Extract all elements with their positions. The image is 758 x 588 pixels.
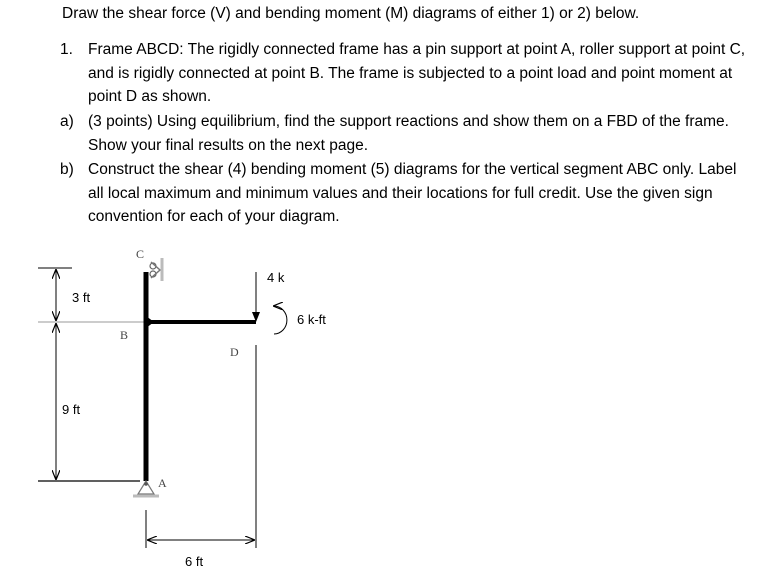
- point-c-label: C: [136, 247, 145, 261]
- point-load-label: 4 k: [267, 270, 285, 285]
- dim-3ft-label: 3 ft: [72, 290, 91, 305]
- point-d-label: D: [230, 345, 239, 359]
- problem-1-text: Frame ABCD: The rigidly connected frame has a pin support at point A, roller support at point C, and is rigidly connected at point B. The frame is subjected to a point load and point moment at point D as shown.: [88, 41, 746, 105]
- part-b-text: Construct the shear (4) bending moment (5) diagrams for the vertical segment ABC only. Label all local maximum and minimum values and their locations for full credit. Use the given sign convention for each of your diagram.: [88, 161, 737, 225]
- roller-support-c: [150, 258, 162, 281]
- part-a-text: (3 points) Using equilibrium, find the support reactions and show them on a FBD of the frame. Show your final results on the next page.: [88, 113, 729, 154]
- pin-support-a: [133, 481, 159, 496]
- moment-label: 6 k-ft: [297, 312, 326, 327]
- part-a-marker: a): [60, 113, 74, 130]
- horizontal-dimension: [146, 510, 254, 548]
- problem-1-marker: 1.: [60, 41, 73, 58]
- dim-9ft-label: 9 ft: [62, 402, 81, 417]
- intro-text: Draw the shear force (V) and bending moment (M) diagrams of either 1) or 2) below.: [62, 5, 640, 22]
- vertical-dimension: [38, 268, 148, 481]
- rigid-joint-b: [146, 316, 154, 328]
- point-a-label: A: [158, 476, 167, 490]
- part-b-marker: b): [60, 161, 74, 178]
- point-b-label: B: [120, 328, 129, 342]
- moment-arrow: [274, 306, 287, 334]
- dim-6ft-label: 6 ft: [185, 554, 204, 569]
